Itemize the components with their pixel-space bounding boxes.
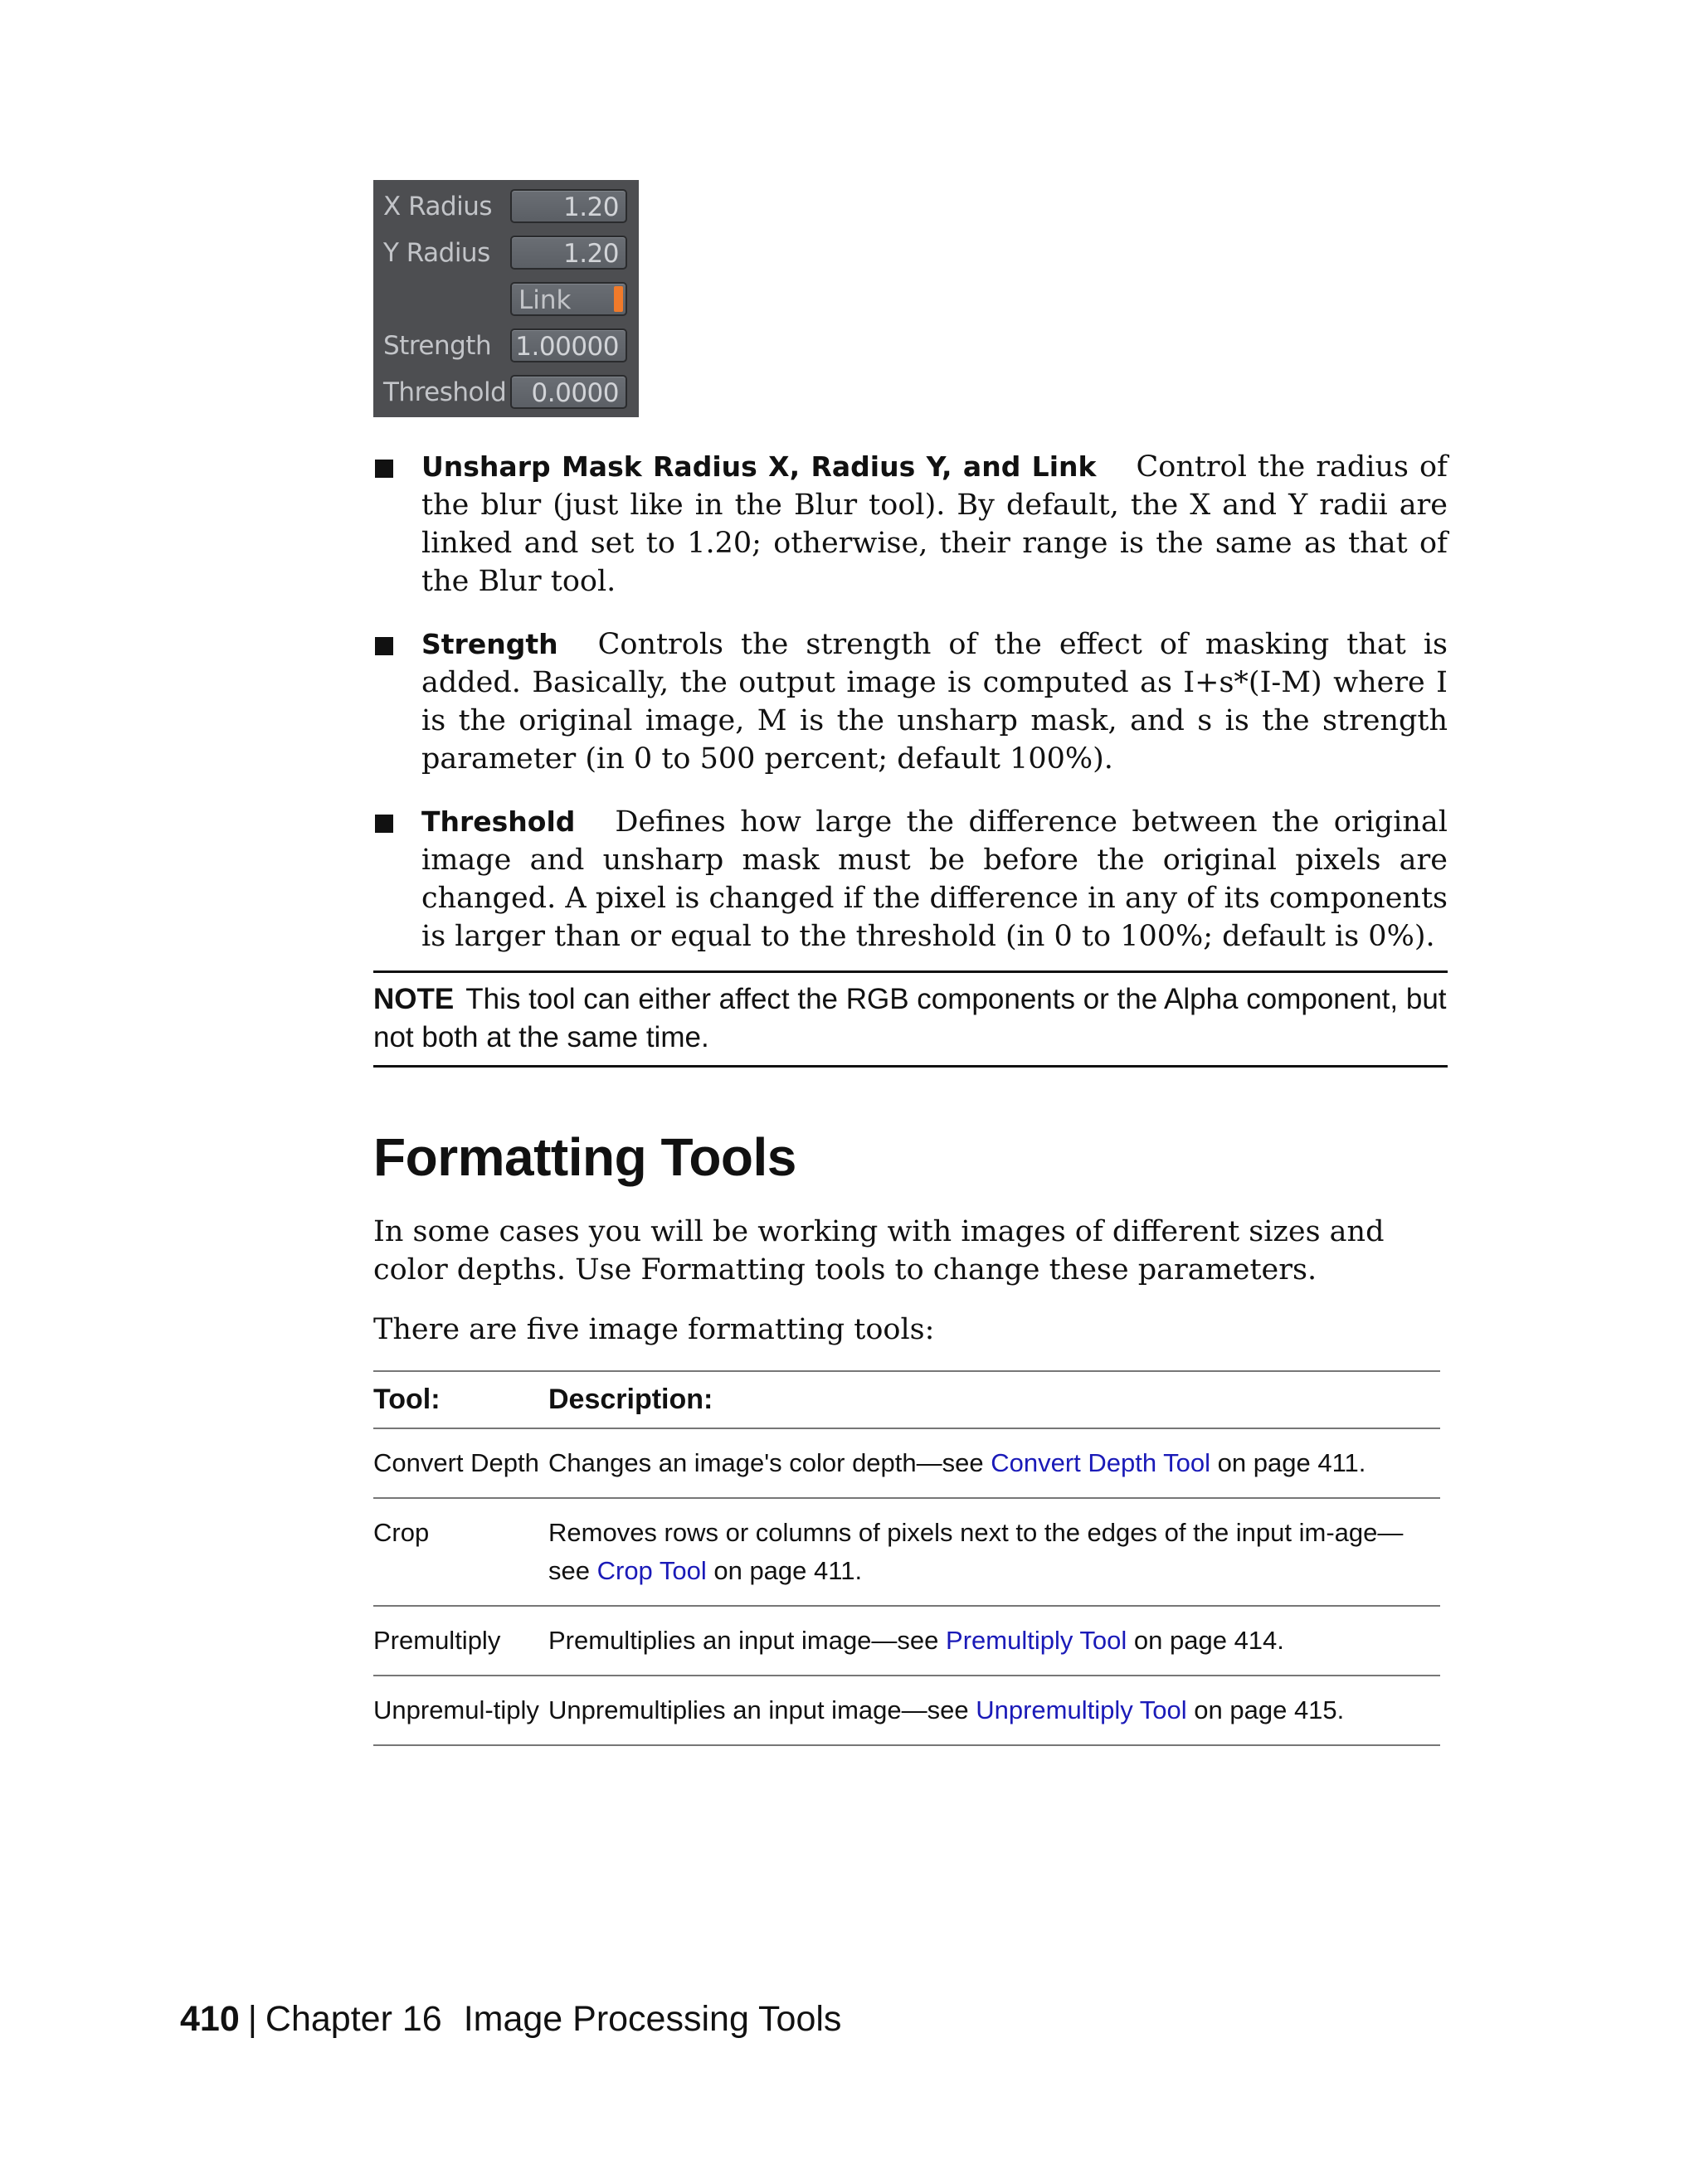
list-item [373,448,1448,601]
y-radius-label: Y Radius [383,238,490,268]
tool-name-cell [373,1606,548,1676]
bullet-term: Unsharp Mask Radius X, Radius Y, and Link [421,450,1097,483]
strength-row [373,326,639,364]
link-toggle-button[interactable] [510,282,627,316]
description-text: Unpremultiplies an input image—see [548,1695,976,1724]
bullet-term: Strength [421,628,558,660]
parameter-list [373,448,1448,980]
tool-name-cell [373,1676,548,1745]
page-footer [180,1996,841,2042]
description-cell [548,1676,1440,1745]
unpremultiply-tool-link[interactable]: Unpremultiply Tool [976,1695,1187,1724]
page-reference: on page 411. [706,1556,863,1585]
table-lead-paragraph: There are five image formatting tools: [373,1313,935,1346]
x-radius-field[interactable] [510,189,627,223]
link-label: Link [518,285,572,315]
link-active-indicator [614,286,623,312]
tool-name: Premultiply [373,1626,501,1655]
bullet-text: Controls the strength of the effect of masking that is added. Basically, the output image is computed as I+s*(I-M) where I is the original image, M is the unsharp mask, and s is the strength parameter (in 0 to 500 percent; default 100%). [421,628,1448,776]
strength-value: 1.00000 [515,332,619,362]
y-radius-row [373,233,639,271]
convert-depth-tool-link[interactable]: Convert Depth Tool [991,1448,1211,1477]
threshold-field[interactable] [510,375,627,409]
square-bullet-icon [375,815,393,833]
tool-name-cell [373,1498,548,1606]
tool-name: Crop [373,1518,430,1547]
table-row [373,1606,1440,1676]
list-item [373,625,1448,778]
description-cell [548,1498,1440,1606]
intro-paragraph: In some cases you will be working with images of different sizes and color depths. Use Formatting tools to change these parameters. [373,1215,1385,1287]
page-reference: on page 415. [1186,1695,1345,1724]
page-reference: on page 411. [1210,1448,1366,1477]
table-row [373,1498,1440,1606]
description-cell [548,1428,1440,1498]
strength-label: Strength [383,331,492,361]
x-radius-label: X Radius [383,192,493,221]
threshold-label: Threshold [383,377,507,407]
page-number: 410 [180,1999,240,2039]
bullet-text: Defines how large the difference between the original image and unsharp mask must be before the original pixels are changed. A pixel is changed if the difference in any of its components is larger than or equal to the threshold (in 0 to 100%; default is 0%). [421,805,1448,953]
threshold-value: 0.0000 [531,378,619,408]
section-title: Formatting Tools [373,1127,796,1187]
link-row [373,280,639,318]
table-header-row [373,1371,1440,1428]
threshold-row [373,372,639,411]
tool-name: Convert Depth [373,1448,539,1477]
chapter-label: Chapter 16 [265,1999,442,2039]
note-text: This tool can either affect the RGB components or the Alpha component, but not both at the same time. [373,983,1447,1053]
table-row [373,1428,1440,1498]
note-box [373,970,1448,1068]
strength-field[interactable] [510,328,627,362]
description-cell [548,1606,1440,1676]
y-radius-field[interactable] [510,236,627,270]
tool-column-header: Tool: [373,1371,548,1428]
y-radius-value: 1.20 [562,239,619,269]
x-radius-row [373,187,639,225]
bullet-term: Threshold [421,805,576,838]
note-label: NOTE [373,983,455,1015]
crop-tool-link[interactable]: Crop Tool [596,1556,707,1585]
bullet-text: Control the radius of the blur (just like in the Blur tool). By default, the X and Y radii are linked and set to 1.20; otherwise, their range is the same as that of the Blur tool. [421,450,1448,598]
list-item [373,803,1448,956]
table-row [373,1676,1440,1745]
tool-name: Unpremul-tiply [373,1695,539,1724]
premultiply-tool-link[interactable]: Premultiply Tool [946,1626,1127,1655]
x-radius-value: 1.20 [562,192,619,222]
description-text: Changes an image's color depth—see [548,1448,991,1477]
formatting-tools-table [373,1370,1440,1746]
unsharp-mask-parameter-panel [373,180,639,417]
page-reference: on page 414. [1127,1626,1284,1655]
square-bullet-icon [375,637,393,655]
chapter-title: Image Processing Tools [463,1999,842,2039]
description-column-header: Description: [548,1371,1440,1428]
description-text: Premultiplies an input image—see [548,1626,947,1655]
footer-separator: | [247,1999,257,2039]
description-text: Removes rows or columns of pixels next to the edges of the input im-age—see [548,1518,1404,1585]
square-bullet-icon [375,460,393,478]
tool-name-cell [373,1428,548,1498]
